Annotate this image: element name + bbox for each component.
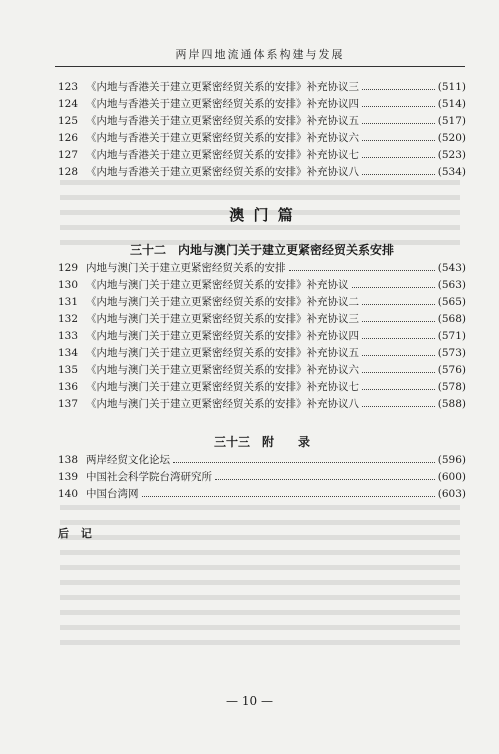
entry-title: 《内地与澳门关于建立更紧密经贸关系的安排》补充协议八 <box>86 398 359 410</box>
dot-leader <box>362 405 435 407</box>
running-head: 两岸四地流通体系构建与发展 <box>175 48 345 61</box>
dot-leader <box>362 371 435 373</box>
dot-leader <box>352 286 435 288</box>
toc-entry[interactable] <box>58 276 466 293</box>
entry-page: (565) <box>437 295 466 308</box>
toc-entry[interactable] <box>58 293 466 310</box>
dot-leader <box>362 88 435 90</box>
entry-title: 《内地与澳门关于建立更紧密经贸关系的安排》补充协议三 <box>86 313 359 325</box>
entry-page: (571) <box>437 329 466 342</box>
entry-number: 123 <box>58 80 79 93</box>
dot-leader <box>215 478 435 480</box>
entry-number: 139 <box>58 470 79 483</box>
entry-number: 135 <box>58 363 79 376</box>
entry-number: 125 <box>58 114 79 127</box>
entry-title: 《内地与香港关于建立更紧密经贸关系的安排》补充协议八 <box>86 166 359 178</box>
entry-title: 《内地与香港关于建立更紧密经贸关系的安排》补充协议四 <box>86 98 359 110</box>
dot-leader <box>362 122 435 124</box>
dot-leader <box>362 156 435 158</box>
entry-title: 《内地与澳门关于建立更紧密经贸关系的安排》补充协议五 <box>86 347 359 359</box>
dot-leader <box>362 139 435 141</box>
entry-number: 136 <box>58 380 79 393</box>
entry-title: 中国台湾网 <box>86 488 139 500</box>
entry-title: 《内地与澳门关于建立更紧密经贸关系的安排》补充协议二 <box>86 296 359 308</box>
entry-page: (514) <box>437 97 466 110</box>
entry-page: (543) <box>437 261 466 274</box>
entry-title: 《内地与澳门关于建立更紧密经贸关系的安排》补充协议四 <box>86 330 359 342</box>
page-number: — 10 — <box>226 694 273 708</box>
entry-page: (523) <box>437 148 466 161</box>
toc-entry[interactable] <box>58 146 466 163</box>
entry-number: 133 <box>58 329 79 342</box>
toc-entry[interactable] <box>58 378 466 395</box>
dot-leader <box>362 388 435 390</box>
entry-title: 内地与澳门关于建立更紧密经贸关系的安排 <box>86 262 286 274</box>
dot-leader <box>362 354 435 356</box>
dot-leader <box>173 461 435 463</box>
toc-entry[interactable] <box>58 112 466 129</box>
entry-number: 131 <box>58 295 79 308</box>
entry-page: (520) <box>437 131 466 144</box>
entry-number: 127 <box>58 148 79 161</box>
chapter-title-32: 三十二 内地与澳门关于建立更紧密经贸关系安排 <box>129 243 394 257</box>
bleed-through-text <box>60 505 460 655</box>
entry-page: (573) <box>437 346 466 359</box>
entry-number: 140 <box>58 487 79 500</box>
entry-title: 《内地与香港关于建立更紧密经贸关系的安排》补充协议六 <box>86 132 359 144</box>
entry-number: 130 <box>58 278 79 291</box>
toc-entry[interactable] <box>58 468 466 485</box>
entry-page: (568) <box>437 312 466 325</box>
toc-entry[interactable] <box>58 395 466 412</box>
entry-page: (534) <box>437 165 466 178</box>
entry-number: 128 <box>58 165 79 178</box>
toc-entry[interactable] <box>58 259 466 276</box>
entry-page: (578) <box>437 380 466 393</box>
toc-entry[interactable] <box>58 344 466 361</box>
entry-number: 132 <box>58 312 79 325</box>
entry-page: (511) <box>437 80 466 93</box>
toc-entry[interactable] <box>58 451 466 468</box>
dot-leader <box>362 173 435 175</box>
entry-number: 138 <box>58 453 79 466</box>
entry-title: 《内地与香港关于建立更紧密经贸关系的安排》补充协议七 <box>86 149 359 161</box>
dot-leader <box>362 105 435 107</box>
entry-title: 《内地与澳门关于建立更紧密经贸关系的安排》补充协议六 <box>86 364 359 376</box>
entry-title: 《内地与香港关于建立更紧密经贸关系的安排》补充协议三 <box>86 81 359 93</box>
toc-entry[interactable] <box>58 485 466 502</box>
dot-leader <box>362 303 435 305</box>
entry-page: (576) <box>437 363 466 376</box>
dot-leader <box>142 495 435 497</box>
entry-number: 126 <box>58 131 79 144</box>
toc-entry[interactable] <box>58 95 466 112</box>
toc-entry[interactable] <box>58 310 466 327</box>
entry-page: (517) <box>437 114 466 127</box>
entry-title: 中国社会科学院台湾研究所 <box>86 471 212 483</box>
entry-page: (588) <box>437 397 466 410</box>
header-rule <box>55 66 465 67</box>
entry-title: 《内地与澳门关于建立更紧密经贸关系的安排》补充协议 <box>86 279 349 291</box>
afterword-heading: 后 记 <box>58 527 96 540</box>
entry-number: 129 <box>58 261 79 274</box>
entry-number: 137 <box>58 397 79 410</box>
toc-entry[interactable] <box>58 163 466 180</box>
entry-page: (603) <box>437 487 466 500</box>
entry-title: 两岸经贸文化论坛 <box>86 454 170 466</box>
dot-leader <box>289 269 435 271</box>
entry-page: (596) <box>437 453 466 466</box>
toc-entry[interactable] <box>58 361 466 378</box>
entry-title: 《内地与香港关于建立更紧密经贸关系的安排》补充协议五 <box>86 115 359 127</box>
section-title-macau: 澳 门 篇 <box>229 206 295 224</box>
dot-leader <box>362 337 435 339</box>
entry-title: 《内地与澳门关于建立更紧密经贸关系的安排》补充协议七 <box>86 381 359 393</box>
entry-page: (600) <box>437 470 466 483</box>
entry-page: (563) <box>437 278 466 291</box>
toc-entry[interactable] <box>58 78 466 95</box>
entry-number: 124 <box>58 97 79 110</box>
toc-entry[interactable] <box>58 327 466 344</box>
entry-number: 134 <box>58 346 79 359</box>
chapter-title-33: 三十三 附 录 <box>213 435 310 449</box>
dot-leader <box>362 320 435 322</box>
toc-entry[interactable] <box>58 129 466 146</box>
